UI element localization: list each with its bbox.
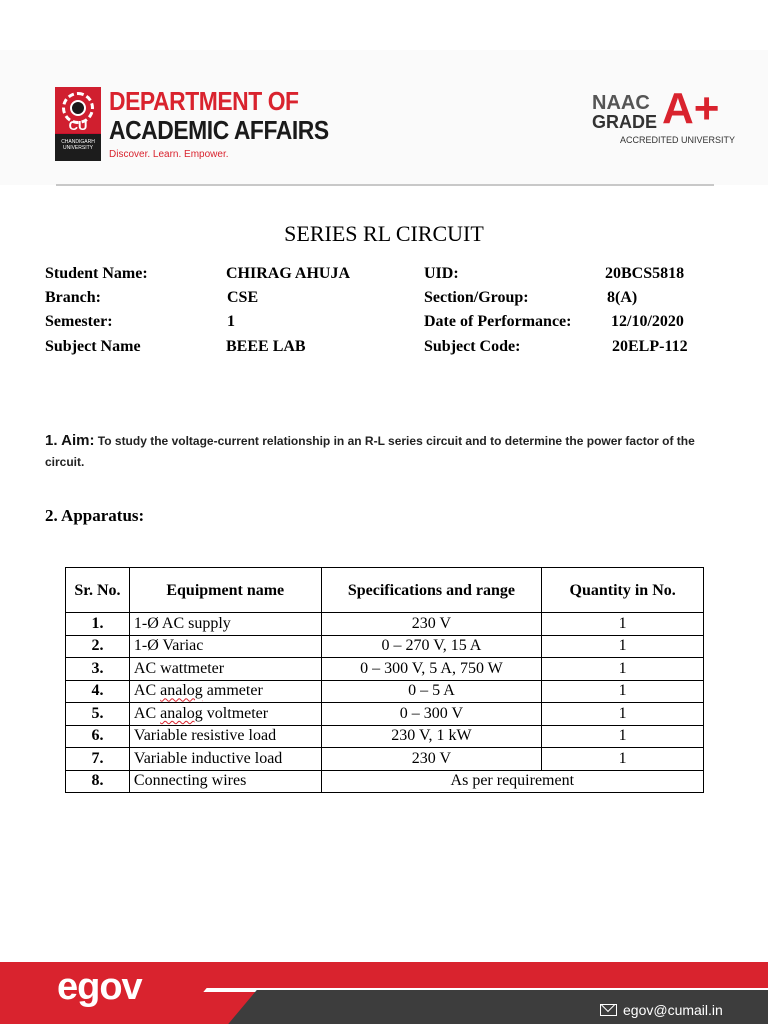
cell-qty: 1 [542,725,704,748]
name-part: AC [133,704,161,722]
tagline: Discover. Learn. Empower. [109,149,229,160]
aim-label: 1. Aim: [45,432,95,449]
header-specifications: Specifications and range [321,568,542,613]
semester-label: Semester: [45,313,113,330]
date-value: 12/10/2020 [611,313,684,330]
spellcheck-word: analog [160,704,203,722]
cell-name: Variable inductive load [129,748,321,771]
cell-sr: 3. [66,658,130,681]
section-label: Section/Group: [424,289,529,306]
cell-spec-merged: As per requirement [321,770,703,793]
cell-name: 1-Ø Variac [129,635,321,658]
table-header-row [66,568,704,613]
cell-sr: 1. [66,613,130,636]
student-name-label: Student Name: [45,265,148,282]
cell-name: 1-Ø AC supply [129,613,321,636]
cell-qty: 1 [542,680,704,703]
document-title: SERIES RL CIRCUIT [284,221,484,246]
cell-name [129,703,321,726]
cell-spec: 0 – 300 V [321,703,542,726]
subject-code-value: 20ELP-112 [612,338,688,355]
cell-qty: 1 [542,658,704,681]
logo-wheel-center [70,100,86,116]
name-part: ammeter [202,682,263,700]
footer-email[interactable]: egov@cumail.in [623,1002,723,1018]
name-part: AC [133,682,161,700]
cell-sr: 6. [66,725,130,748]
uid-label: UID: [424,265,459,282]
header-sr-no: Sr. No. [66,568,130,613]
logo-text: CU [68,118,88,133]
department-title-line2: ACADEMIC AFFAIRS [109,115,329,145]
grade-value: A+ [662,84,720,133]
student-name-value: CHIRAG AHUJA [226,265,351,282]
cell-sr: 7. [66,748,130,771]
cell-sr: 2. [66,635,130,658]
header-equipment-name: Equipment name [129,568,321,613]
grade-label: GRADE [592,112,658,132]
cell-spec: 230 V [321,613,542,636]
accredited-label: ACCREDITED UNIVERSITY [620,135,736,145]
branch-value: CSE [227,289,259,306]
cell-spec: 0 – 270 V, 15 A [321,635,542,658]
department-title-line1: DEPARTMENT OF [109,86,299,116]
aim-text: To study the voltage-current relationship in an R-L series circuit and to determine the power factor of the circuit. [45,434,695,469]
header-quantity: Quantity in No. [542,568,704,613]
apparatus-heading: 2. Apparatus: [45,506,145,525]
header-divider [56,184,714,186]
egov-logo: egov [57,966,142,1008]
aim-section [45,430,735,473]
cu-logo-icon [55,87,101,161]
cell-qty: 1 [542,703,704,726]
cell-qty: 1 [542,635,704,658]
cell-spec: 0 – 300 V, 5 A, 750 W [321,658,542,681]
table-row [66,680,704,703]
cell-spec: 0 – 5 A [321,680,542,703]
cell-qty: 1 [542,613,704,636]
uid-value: 20BCS5818 [605,265,685,282]
name-part: voltmeter [202,704,269,722]
section-value: 8(A) [607,289,638,306]
mail-icon [600,1004,617,1016]
table-row [66,613,704,636]
cell-sr: 8. [66,770,130,793]
apparatus-table [65,567,704,793]
cell-spec: 230 V [321,748,542,771]
cell-name [129,680,321,703]
spellcheck-word: analog [160,682,203,700]
naac-label: NAAC [592,92,650,114]
logo-subtext: CHANDIGARH UNIVERSITY [61,139,95,151]
table-row [66,635,704,658]
subject-name-label: Subject Name [45,338,141,355]
cell-spec: 230 V, 1 kW [321,725,542,748]
cell-sr: 4. [66,680,130,703]
subject-code-label: Subject Code: [424,338,521,355]
table-row [66,770,704,793]
cell-name: Variable resistive load [129,725,321,748]
page-top [0,0,768,50]
cell-name: Connecting wires [129,770,321,793]
branch-label: Branch: [45,289,101,306]
date-label: Date of Performance: [424,313,572,330]
table-row [66,748,704,771]
semester-value: 1 [227,313,235,330]
cell-name: AC wattmeter [129,658,321,681]
table-row [66,725,704,748]
table-row [66,703,704,726]
subject-name-value: BEEE LAB [226,338,306,355]
cell-sr: 5. [66,703,130,726]
table-row [66,658,704,681]
cell-qty: 1 [542,748,704,771]
